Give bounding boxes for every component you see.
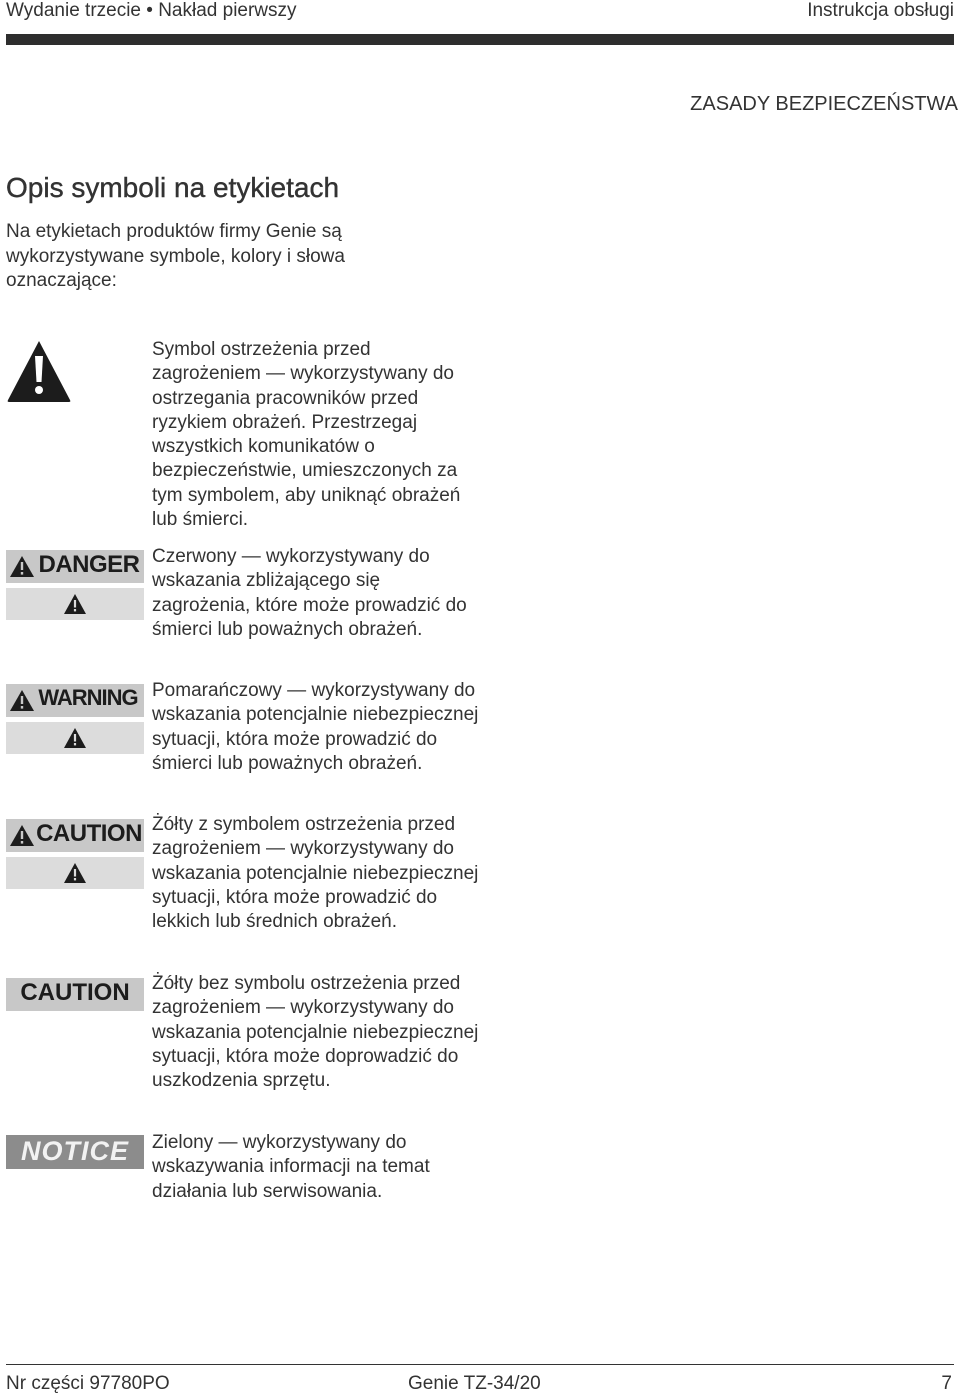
warning-triangle-icon bbox=[6, 338, 72, 404]
symbol-description: Zielony — wykorzystywany do wskazywania informacji na temat działania lub serwisowania. bbox=[152, 1132, 430, 1202]
caution-header-box bbox=[6, 819, 144, 852]
symbol-description: Czerwony — wykorzystywany do wskazania zbliżającego się zagrożenia, które może prowadzić do śmierci lub poważnych obrażeń. bbox=[152, 546, 467, 640]
warning-label bbox=[6, 684, 144, 754]
footer-page-number: 7 bbox=[941, 1373, 952, 1394]
warning-triangle-icon bbox=[10, 556, 34, 577]
header-rule bbox=[6, 34, 954, 45]
caution-word: CAUTION bbox=[20, 979, 130, 1006]
caution-sub-box bbox=[6, 857, 144, 889]
section-label: ZASADY BEZPIECZEŃSTWA bbox=[690, 93, 958, 115]
symbol-description: Symbol ostrzeżenia przed zagrożeniem — wykorzystywany do ostrzegania pracowników przed ryzykiem obrażeń. Przestrzegaj wszystkich komunikatów o bezpieczeństwie, umieszczonych za tym symbolem, aby uniknąć obrażeń lub śmierci. bbox=[152, 339, 461, 531]
warning-sub-box bbox=[6, 722, 144, 754]
warning-triangle-icon bbox=[64, 728, 86, 748]
page-title: Opis symboli na etykietach bbox=[6, 172, 340, 203]
warning-triangle-icon bbox=[64, 594, 86, 614]
symbol-description: Żółty z symbolem ostrzeżenia przed zagrożeniem — wykorzystywany do wskazania potencjalnie niebezpiecznej sytuacji, która może prowadzić do lekkich lub średnich obrażeń. bbox=[152, 814, 479, 933]
symbol-description: Pomarańczowy — wykorzystywany do wskazania potencjalnie niebezpiecznej sytuacji, która może prowadzić do śmierci lub poważnych obrażeń. bbox=[152, 680, 479, 774]
danger-word: DANGER bbox=[38, 551, 140, 578]
danger-header-box bbox=[6, 550, 144, 583]
intro-paragraph: Na etykietach produktów firmy Genie są wykorzystywane symbole, kolory i słowa oznaczające: bbox=[6, 221, 345, 291]
notice-box bbox=[6, 1135, 144, 1169]
header-manual-title: Instrukcja obsługi bbox=[807, 0, 954, 21]
caution-label bbox=[6, 978, 144, 1011]
caution-plain-box bbox=[6, 978, 144, 1011]
warning-triangle-icon bbox=[10, 825, 34, 846]
danger-label bbox=[6, 550, 144, 620]
symbol-description: Żółty bez symbolu ostrzeżenia przed zagrożeniem — wykorzystywany do wskazania potencjalnie niebezpiecznej sytuacji, która może doprowadzić do uszkodzenia sprzętu. bbox=[152, 973, 479, 1092]
footer-part-number: Nr części 97780PO bbox=[6, 1373, 170, 1394]
warning-header-box bbox=[6, 684, 144, 717]
warning-triangle-icon bbox=[64, 863, 86, 883]
footer-rule bbox=[6, 1364, 954, 1365]
footer-model: Genie TZ-34/20 bbox=[408, 1373, 541, 1394]
warning-word: WARNING bbox=[38, 685, 138, 710]
safety-alert-symbol bbox=[6, 338, 72, 409]
caution-word: CAUTION bbox=[36, 820, 142, 847]
header-edition: Wydanie trzecie • Nakład pierwszy bbox=[6, 0, 297, 21]
notice-word: NOTICE bbox=[20, 1136, 129, 1166]
caution-alert-label bbox=[6, 819, 144, 889]
notice-label bbox=[6, 1135, 144, 1169]
danger-sub-box bbox=[6, 588, 144, 620]
warning-triangle-icon bbox=[10, 690, 34, 711]
